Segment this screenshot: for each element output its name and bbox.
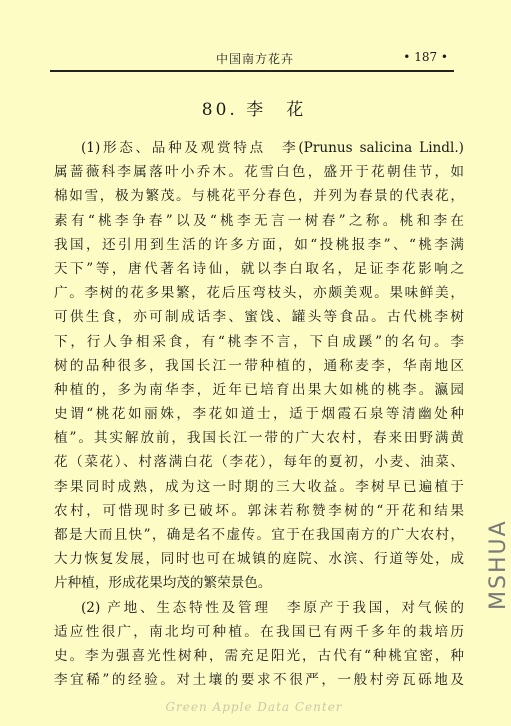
page-number: • 187 •: [403, 50, 448, 64]
book-title: 中国南方花卉: [216, 52, 295, 66]
text-line: 片种植，形成花果均茂的繁荣景色。: [54, 575, 272, 592]
text-line: 史。李为强喜光性树种，需充足阳光，古代有“种桃宜密，种: [54, 647, 464, 664]
section-title: 80. 李 花: [201, 100, 307, 120]
side-watermark: MSHUA: [486, 519, 511, 610]
text-line: 李宜稀”的经验。对土壤的要求不很严，一般村旁瓦砾地及: [54, 672, 464, 689]
text-line: 下，行人争相采食，有“桃李不言，下自成蹊”的名句。李: [54, 333, 464, 350]
running-header: [50, 48, 454, 68]
text-line: 适应性很广，南北均可种植。在我国已有两千多年的栽培历: [54, 623, 464, 640]
text-line: 我国，还引用到生活的许多方面，如“投桃报李”、“桃李满: [54, 236, 464, 253]
text-line: 都是大而且快”，确是名不虚传。宜于在我国南方的广大农村，: [54, 527, 464, 543]
text-line: 棉如雪，极为繁茂。与桃花平分春色，并列为春景的代表花，: [54, 188, 464, 205]
bottom-watermark: Green Apple Data Center: [165, 700, 343, 714]
text-line: 农村，可惜现时多已破坏。郭沫若称赞李树的“开花和结果: [54, 502, 464, 519]
text-line: 广。李树的花多果繁，花后压弯枝头，亦颇美观。果味鲜美，: [54, 285, 464, 302]
text-line: 天下”等，唐代著名诗仙，就以李白取名，足证李花影响之: [54, 260, 464, 277]
text-line: 植”。其实解放前，我国长江一带的广大农村，春来田野满黄: [54, 430, 464, 447]
text-line: 李果同时成熟，成为这一时期的三大收益。李树早已遍植于: [54, 478, 464, 495]
text-line: 大力恢复发展，同时也可在城镇的庭院、水滨、行道等处，成: [54, 551, 464, 568]
text-line: (2) 产地、生态特性及管理 李原产于我国，对气候的: [81, 599, 464, 616]
text-line: 可供生食，亦可制成话李、蜜饯、罐头等食品。古代桃李树: [54, 309, 464, 326]
text-line: 素有“桃李争春”以及“桃李无言一树春”之称。桃和李在: [54, 212, 464, 229]
text-line: 属蔷薇科李属落叶小乔木。花雪白色，盛开于花朝佳节，如: [54, 164, 464, 181]
text-line: 史谓“桃花如丽姝，李花如道士，适于烟霞石泉等清幽处种: [54, 406, 464, 423]
text-line: (1)形态、品种及观赏特点 李(Prunus salicina Lindl.): [81, 140, 464, 156]
text-line: 树的品种很多，我国长江一带种植的，通称麦李，华南地区: [54, 357, 464, 374]
text-line: 种植的，多为南华李，近年已培育出果大如桃的桃李。瀛园: [54, 381, 464, 398]
text-line: 花（菜花）、村落满白花（李花），每年的夏初，小麦、油菜、: [54, 454, 464, 471]
body-text: [54, 136, 464, 692]
header-rule: [50, 70, 454, 72]
